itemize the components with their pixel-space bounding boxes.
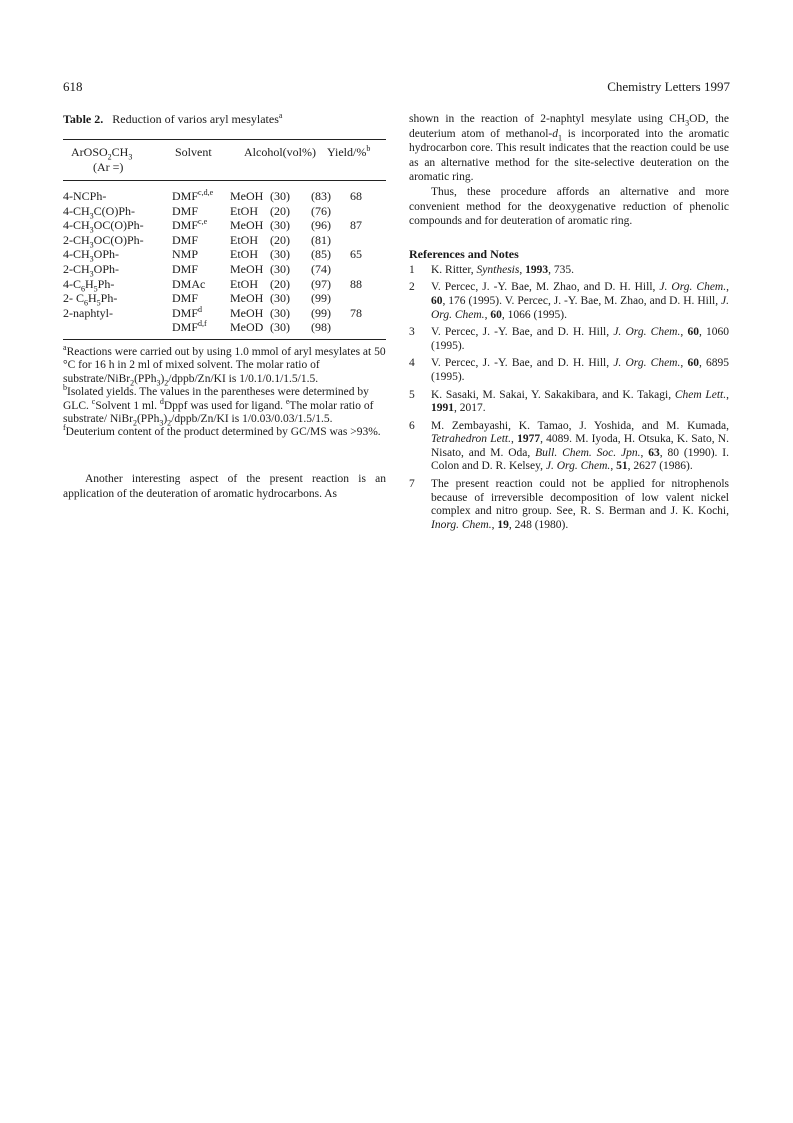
table-footnote-a: $^a$Reactions were carried out by using 1.0 mmol of aryl mesylates at 50 °C for 16 h in 2 ml of mixed solvent. The molar ratio of substrate/$NiBr_2(PPh_3)_2/dppb/Zn/KI$ is 1/0.1/0.1/1.5/1.5. [63, 343, 386, 388]
page-number: 618 [63, 79, 83, 94]
reference-number: 4 [409, 357, 415, 370]
header-aryl: $ArOSO_2CH_3$ (Ar =) [71, 145, 133, 174]
table-row [63, 204, 386, 219]
reference-number: 7 [409, 478, 415, 491]
cell-alcohol: EtOH [230, 203, 258, 218]
right-column [409, 112, 729, 536]
cell-isolated-yield: 78 [350, 305, 362, 320]
table-row [63, 189, 386, 204]
reference-item [409, 326, 729, 353]
cell-glc-yield: (76) [311, 203, 331, 218]
reference-text: K. Ritter, Synthesis, 1993, 735. [431, 263, 574, 276]
table-label: Table 2. [63, 112, 104, 126]
cell-solvent: DMF$^{c,d,e}$ [172, 188, 214, 203]
reference-text: The present reaction could not be applied for nitrophenols because of irreversible decomposition of low valent nickel complex and nitro group. See, R. S. Berman and J. K. Kochi, Inorg. Chem., 19, 248 (1980). [431, 478, 729, 531]
cell-aryl: $4-CH_3C(O)Ph-$ [63, 203, 136, 220]
table-bottom-rule [63, 339, 386, 340]
cell-aryl: 2- $C_6H_5Ph-$ [63, 291, 118, 308]
cell-solvent: DMF [172, 261, 199, 276]
cell-aryl: $2-CH_3OC(O)Ph-$ [63, 232, 144, 250]
cell-vol: (30) [270, 291, 290, 306]
cell-aryl: $2-CH_3OPh-$ [63, 261, 120, 279]
cell-isolated-yield: 88 [350, 276, 362, 291]
cell-aryl: 2-naphtyl- [63, 305, 113, 320]
cell-isolated-yield: 87 [350, 218, 362, 233]
cell-glc-yield: (99) [311, 291, 331, 306]
cell-glc-yield: (98) [311, 320, 331, 335]
cell-vol: (20) [270, 203, 290, 218]
reference-item [409, 357, 729, 384]
table-row [63, 233, 386, 248]
header-solvent: Solvent [175, 145, 212, 159]
reference-text: V. Percec, J. -Y. Bae, and D. H. Hill, J. Org. Chem., 60, 6895 (1995). [431, 357, 730, 383]
cell-solvent: NMP [172, 247, 199, 262]
cell-aryl: $4-CH_3OC(O)Ph-$ [63, 218, 144, 235]
cell-vol: (20) [270, 232, 290, 247]
cell-glc-yield: (96) [311, 218, 331, 233]
cell-isolated-yield: 65 [350, 247, 362, 262]
cell-alcohol: EtOH [230, 276, 258, 291]
cell-vol: (30) [270, 320, 290, 335]
table-caption-mark: a [278, 111, 283, 120]
header-yield: Yield/%$^b$ [327, 144, 371, 159]
table-row [63, 262, 386, 277]
cell-alcohol: MeOH [230, 261, 264, 276]
table-body [63, 181, 386, 339]
cell-alcohol: MeOD [230, 320, 264, 335]
references-title: References and Notes [409, 246, 519, 261]
table-caption [63, 112, 386, 127]
cell-vol: (30) [270, 189, 290, 203]
table-row [63, 277, 386, 292]
reference-text: V. Percec, J. -Y. Bae, and D. H. Hill, J. Org. Chem., 60, 1060 (1995). [431, 326, 730, 352]
cell-glc-yield: (83) [311, 189, 331, 203]
table-row [63, 320, 386, 335]
reference-number: 5 [409, 388, 415, 401]
reference-number: 6 [409, 419, 415, 432]
reference-item [409, 389, 729, 416]
cell-glc-yield: (81) [311, 232, 331, 247]
reference-text: M. Zembayashi, K. Tamao, J. Yoshida, and M. Kumada, Tetrahedron Lett., 1977, 4089. M. Iyoda, H. Otsuka, K. Sato, N. Nisato, and M. Oda, Bull. Chem. Soc. Jpn., 63, 80 (1990). I. Colon and D. R. Kelsey, J. Org. Chem., 51, 2627 (1986). [431, 419, 730, 473]
cell-vol: (30) [270, 261, 290, 276]
reference-item [409, 281, 729, 322]
cell-glc-yield: (85) [311, 247, 331, 262]
journal-name: Chemistry Letters 1997 [607, 79, 730, 94]
cell-solvent: DMF [172, 291, 199, 306]
cell-vol: (30) [270, 247, 290, 262]
cell-aryl: $4-CH_3OPh-$ [63, 247, 120, 264]
reference-number: 1 [409, 263, 415, 276]
reference-text: K. Sasaki, M. Sakai, Y. Sakakibara, and K. Takagi, Chem Lett., 1991, 2017. [431, 388, 729, 415]
cell-alcohol: MeOH [230, 305, 264, 320]
cell-alcohol: EtOH [230, 232, 258, 247]
body-paragraph-right-2: Thus, these procedure affords an alternative and more convenient method for the deoxygenative reduction of phenolic compounds and for deuteration of aromatic ring. [409, 185, 729, 228]
cell-solvent: DMF$^{c,e}$ [172, 217, 208, 233]
table-row [63, 306, 386, 321]
reference-item [409, 478, 729, 532]
table-row [63, 218, 386, 233]
table-caption-text: Reduction of varios aryl mesylates [112, 112, 279, 126]
cell-solvent: DMF$^d$ [172, 304, 203, 320]
cell-aryl: 4-NCPh- [63, 189, 107, 203]
reference-number: 3 [409, 326, 415, 339]
cell-isolated-yield: 68 [350, 189, 362, 203]
cell-alcohol: EtOH [230, 247, 258, 262]
table-row [63, 247, 386, 262]
cell-alcohol: MeOH [230, 218, 264, 233]
cell-solvent: DMF [172, 203, 199, 218]
cell-vol: (30) [270, 218, 290, 233]
cell-alcohol: MeOH [230, 291, 264, 306]
reference-text: V. Percec, J. -Y. Bae, M. Zhao, and D. H. Hill, J. Org. Chem., 60, 176 (1995). V. Percec, J. -Y. Bae, M. Zhao, and D. H. Hill, J. Org. Chem., 60, 1066 (1995). [431, 281, 729, 321]
body-paragraph-left: Another interesting aspect of the present reaction is an application of the deuteration of aromatic hydrocarbons. As [63, 472, 386, 500]
table-row [63, 291, 386, 306]
table-footnotes [63, 343, 386, 440]
reference-item [409, 264, 729, 278]
cell-glc-yield: (97) [311, 276, 331, 291]
reference-item [409, 420, 729, 474]
cell-vol: (30) [270, 305, 290, 320]
left-column [63, 112, 386, 502]
header-alcohol: Alcohol(vol%) [244, 145, 316, 159]
table-footnote-b: $^b$Isolated yields. The values in the parentheses were determined by GLC. $^c$Solvent 1 ml. $^d$Dppf was used for ligand. $^e$The molar ratio of substrate/ $NiBr_2(PPh_3)_2/dppb/Zn/KI$ is 1/0.03/0.03/1.5/1.5. $^f$Deuterium content of the product determined by GC/MS was >93%. [63, 383, 381, 439]
cell-solvent: DMAc [172, 276, 206, 291]
cell-solvent: DMF [172, 232, 199, 247]
references-list [409, 264, 729, 533]
reference-number: 2 [409, 281, 415, 294]
cell-solvent: DMF$^{d,f}$ [172, 319, 207, 335]
cell-vol: (20) [270, 276, 290, 291]
cell-glc-yield: (99) [311, 305, 331, 320]
cell-aryl: $4-C_6H_5Ph-$ [63, 276, 115, 293]
cell-alcohol: MeOH [230, 189, 264, 203]
table-header [63, 140, 386, 180]
cell-glc-yield: (74) [311, 261, 331, 276]
body-paragraph-right-1: shown in the reaction of 2-naphtyl mesylate using $CH_3OD$, the deuterium atom of methanol-$d_1$ is incorporated into the aromatic hydrocarbon core. This result indicates that the reaction could be use as an alternative method for the site-selective deuteration on the aromatic ring. [409, 113, 729, 184]
